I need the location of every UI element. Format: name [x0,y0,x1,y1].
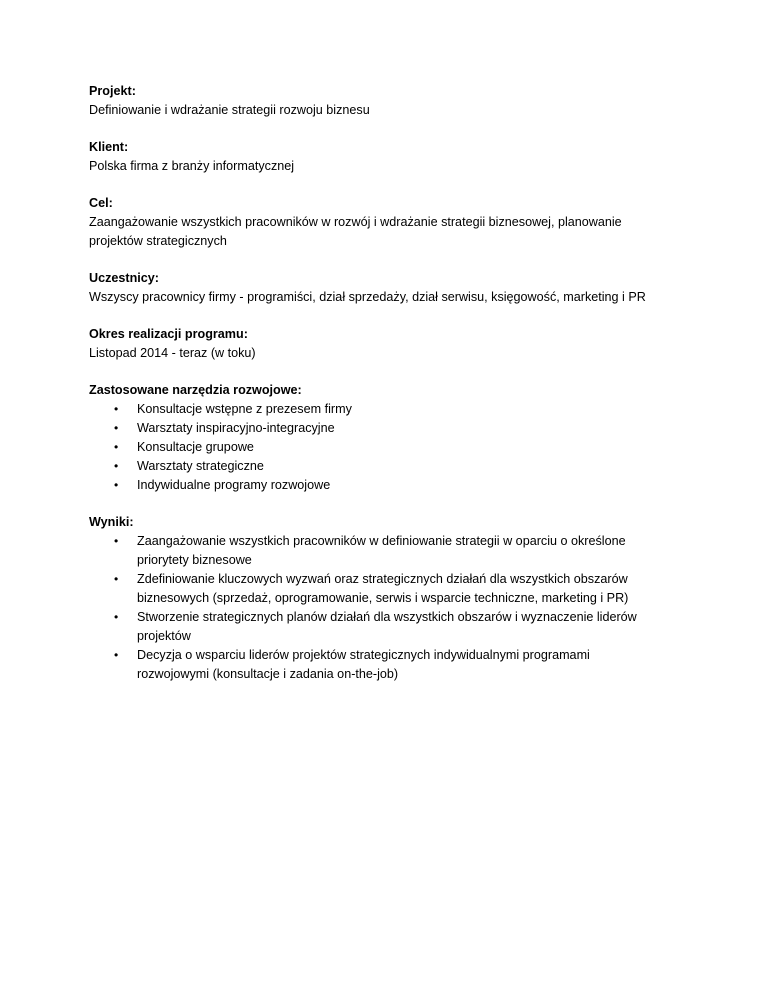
list-item [89,419,689,438]
list-item-line2: projektów [137,629,191,643]
list-item [89,400,689,419]
projekt-label: Projekt: [89,84,136,98]
list-item-text: Warsztaty strategiczne [137,459,264,473]
list-item [89,608,689,646]
uczestnicy-label: Uczestnicy: [89,271,159,285]
bullet-icon: • [114,534,119,548]
list-item-line2: biznesowych (sprzedaż, oprogramowanie, serwis i wsparcie techniczne, marketing i PR) [137,591,629,605]
list-item-text: Warsztaty inspiracyjno-integracyjne [137,421,335,435]
list-item [89,532,689,570]
section-cel [89,194,689,251]
uczestnicy-value: Wszyscy pracownicy firmy - programiści, dział sprzedaży, dział serwisu, księgowość, marketing i PR [89,290,646,304]
cel-value-line2: projektów strategicznych [89,234,227,248]
bullet-icon: • [114,402,119,416]
projekt-value: Definiowanie i wdrażanie strategii rozwoju biznesu [89,103,370,117]
bullet-icon: • [114,648,119,662]
list-item-line1: Stworzenie strategicznych planów działań dla wszystkich obszarów i wyznaczenie liderów [137,610,637,624]
bullet-icon: • [114,478,119,492]
list-item-line2: priorytety biznesowe [137,553,252,567]
wyniki-label: Wyniki: [89,515,134,529]
bullet-icon: • [114,572,119,586]
bullet-icon: • [114,440,119,454]
okres-label: Okres realizacji programu: [89,327,248,341]
section-narzedzia [89,381,689,495]
section-okres [89,325,689,363]
bullet-icon: • [114,610,119,624]
wyniki-list [89,532,689,684]
cel-value-line1: Zaangażowanie wszystkich pracowników w rozwój i wdrażanie strategii biznesowej, planowanie [89,215,622,229]
bullet-icon: • [114,459,119,473]
list-item [89,476,689,495]
list-item-text: Indywidualne programy rozwojowe [137,478,331,492]
cel-label: Cel: [89,196,113,210]
section-klient [89,138,689,176]
list-item-line2: rozwojowymi (konsultacje i zadania on-the-job) [137,667,399,681]
list-item-line1: Zaangażowanie wszystkich pracowników w definiowanie strategii w oparciu o określone [137,534,626,548]
section-uczestnicy [89,269,689,307]
list-item-text: Konsultacje wstępne z prezesem firmy [137,402,352,416]
list-item [89,438,689,457]
bullet-icon: • [114,421,119,435]
list-item-line1: Zdefiniowanie kluczowych wyzwań oraz strategicznych działań dla wszystkich obszarów [137,572,628,586]
document-body [89,82,689,702]
list-item [89,570,689,608]
section-projekt [89,82,689,120]
list-item [89,646,689,684]
klient-value: Polska firma z branży informatycznej [89,159,295,173]
list-item-line1: Decyzja o wsparciu liderów projektów strategicznych indywidualnymi programami [137,648,590,662]
klient-label: Klient: [89,140,129,154]
list-item-text: Konsultacje grupowe [137,440,254,454]
section-wyniki [89,513,689,684]
narzedzia-label: Zastosowane narzędzia rozwojowe: [89,383,302,397]
list-item [89,457,689,476]
narzedzia-list [89,400,689,495]
okres-value: Listopad 2014 - teraz (w toku) [89,346,256,360]
